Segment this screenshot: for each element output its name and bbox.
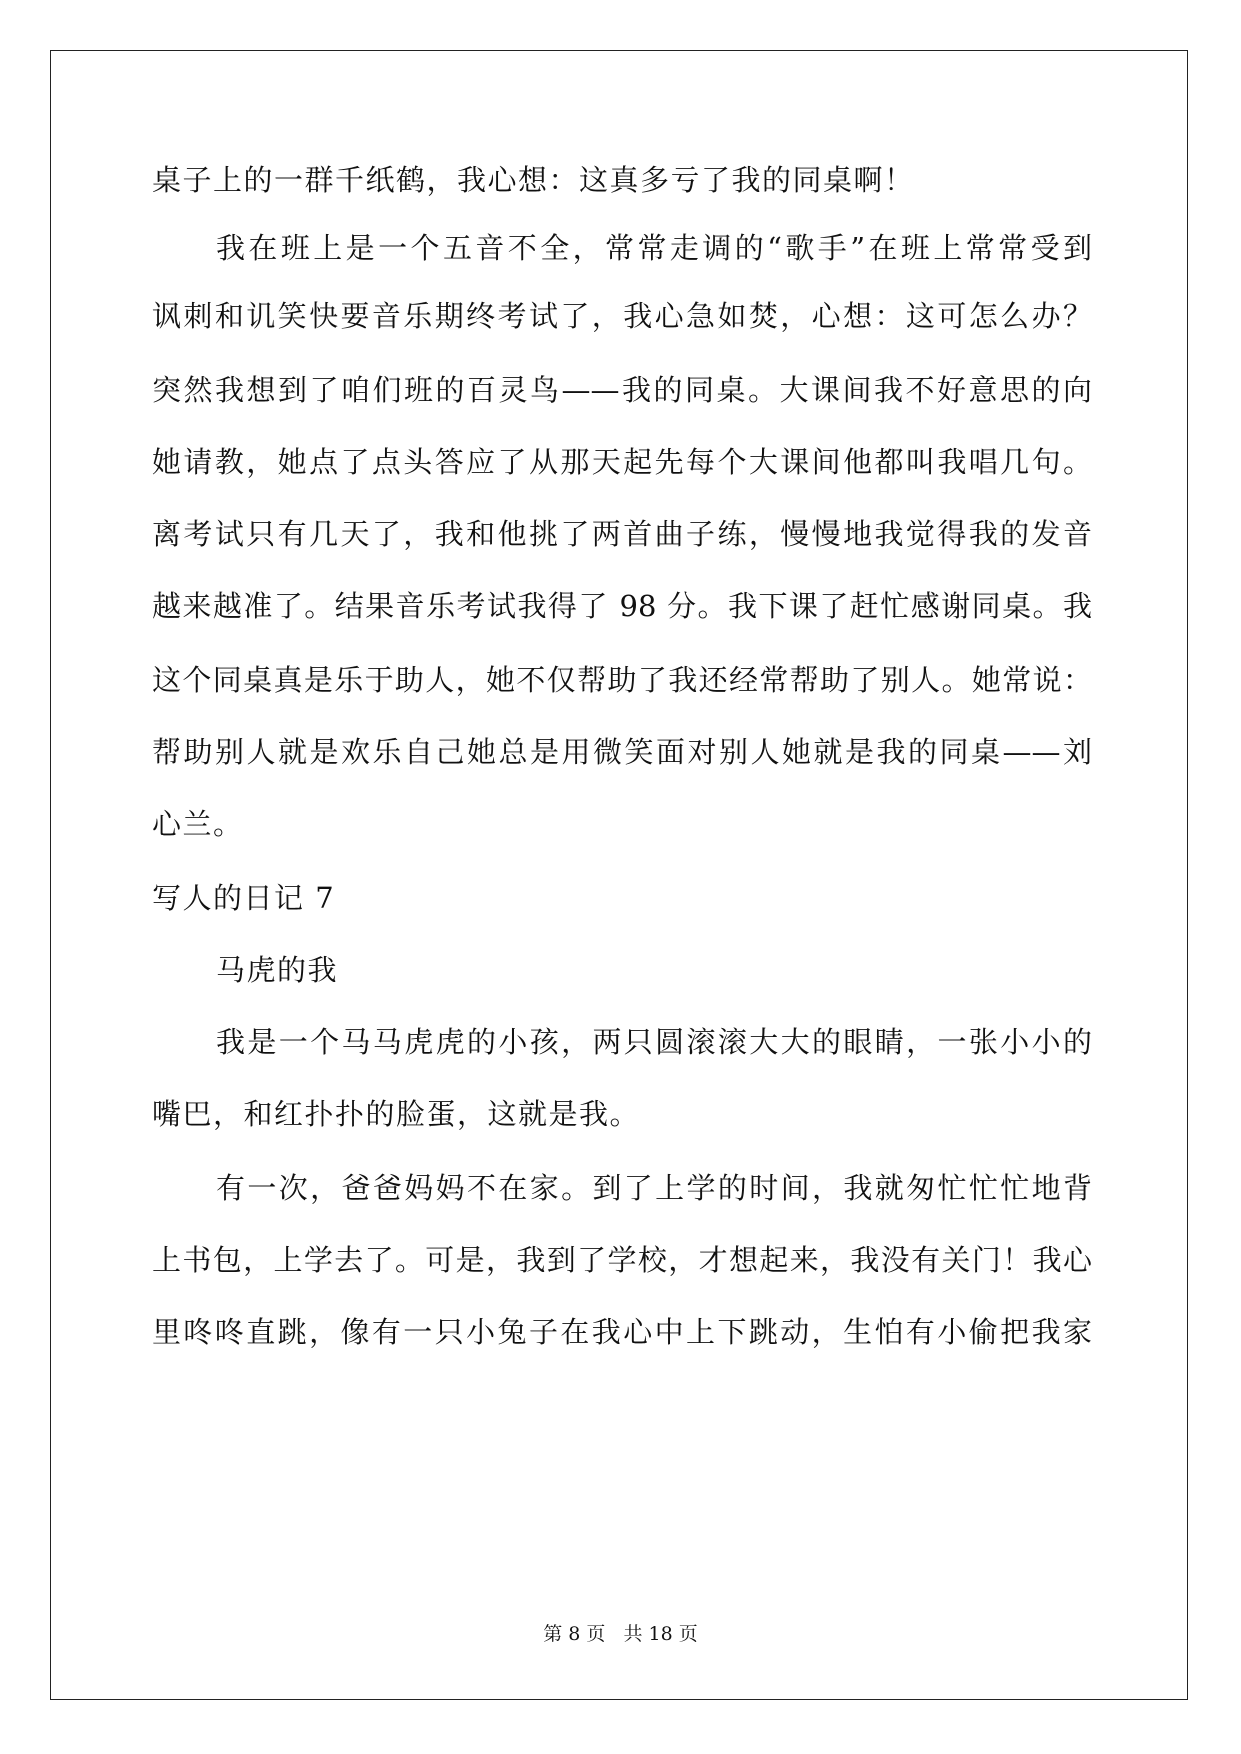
article-title: 马虎的我 xyxy=(216,953,339,987)
text-line: 我是一个马马虎虎的小孩，两只圆滚滚大大的眼睛，一张小小的 xyxy=(216,1025,1092,1059)
text-line: 有一次，爸爸妈妈不在家。到了上学的时间，我就匆忙忙忙地背 xyxy=(216,1171,1092,1205)
text-line: 离考试只有几天了，我和他挑了两首曲子练，慢慢地我觉得我的发音 xyxy=(152,517,1092,551)
text-line: 她请教，她点了点头答应了从那天起先每个大课间他都叫我唱几句。 xyxy=(152,445,1092,479)
text-line: 我在班上是一个五音不全，常常走调的“歌手”在班上常常受到 xyxy=(216,231,1092,265)
total-pages-label: 共 18 页 xyxy=(623,1623,698,1645)
text-line: 突然我想到了咱们班的百灵鸟——我的同桌。大课间我不好意思的向 xyxy=(152,373,1092,407)
text-line: 里咚咚直跳，像有一只小兔子在我心中上下跳动，生怕有小偷把我家 xyxy=(152,1315,1092,1349)
text-line: 这个同桌真是乐于助人，她不仅帮助了我还经常帮助了别人。她常说： xyxy=(152,663,1092,697)
text-line: 越来越准了。结果音乐考试我得了 98 分。我下课了赶忙感谢同桌。我 xyxy=(152,589,1092,623)
text-line: 上书包，上学去了。可是，我到了学校，才想起来，我没有关门！我心 xyxy=(152,1243,1092,1277)
page-footer xyxy=(0,1622,1241,1646)
text-line: 帮助别人就是欢乐自己她总是用微笑面对别人她就是我的同桌——刘 xyxy=(152,735,1092,769)
current-page-label: 第 8 页 xyxy=(543,1623,606,1645)
text-line: 讽刺和讥笑快要音乐期终考试了，我心急如焚，心想：这可怎么办？ xyxy=(152,299,1092,333)
text-line: 嘴巴，和红扑扑的脸蛋，这就是我。 xyxy=(152,1097,641,1131)
section-heading: 写人的日记 7 xyxy=(152,881,336,915)
text-line: 心兰。 xyxy=(152,807,244,841)
text-line: 桌子上的一群千纸鹤，我心想：这真多亏了我的同桌啊！ xyxy=(152,163,915,197)
